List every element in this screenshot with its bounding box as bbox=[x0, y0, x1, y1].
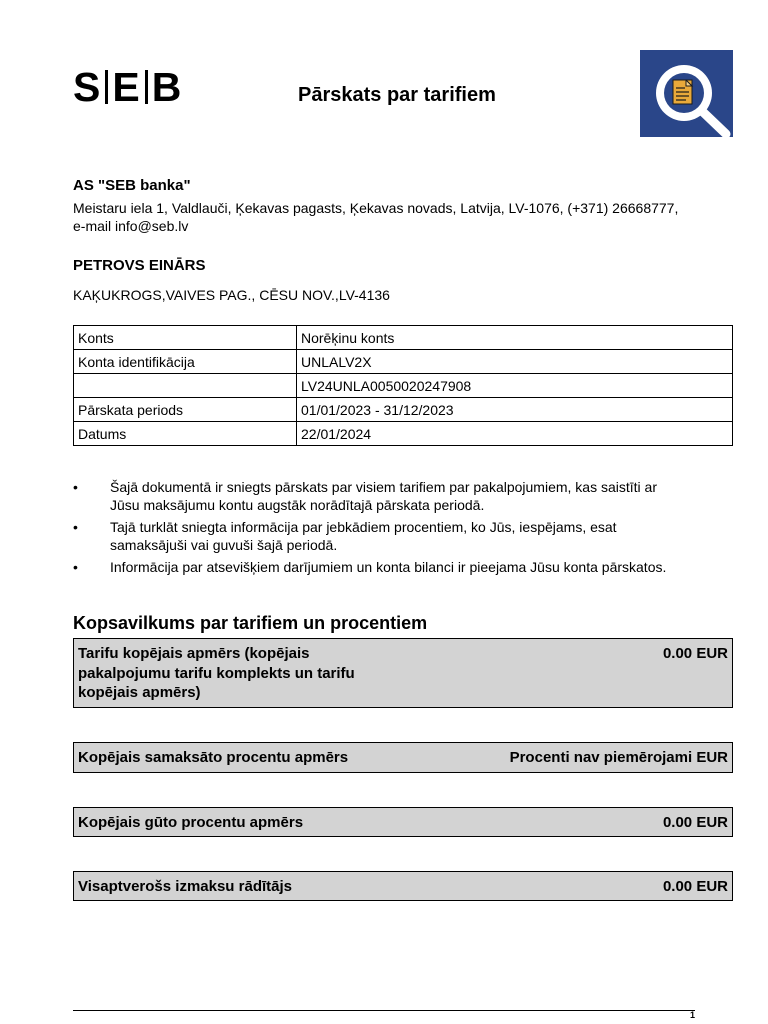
list-item-text: Informācija par atsevišķiem darījumiem un konta bilanci ir pieejama Jūsu konta pārskatos. bbox=[110, 559, 667, 575]
table-cell-label: Konta identifikācija bbox=[74, 350, 297, 374]
table-cell-value: LV24UNLA0050020247908 bbox=[297, 374, 733, 398]
table-cell-label: Konts bbox=[74, 326, 297, 350]
table-cell-value: UNLALV2X bbox=[297, 350, 733, 374]
table-row bbox=[74, 374, 733, 398]
bank-address: Meistaru iela 1, Valdlauči, Ķekavas pagasts, Ķekavas novads, Latvija, LV-1076, (+371) 26668777, bbox=[73, 200, 679, 216]
list-item bbox=[73, 478, 673, 514]
summary-row-cost-indicator bbox=[73, 871, 733, 901]
table-cell-value: 22/01/2024 bbox=[297, 422, 733, 446]
table-cell-label: Datums bbox=[74, 422, 297, 446]
summary-label: Kopējais samaksāto procentu apmērs bbox=[78, 749, 349, 766]
table-row bbox=[74, 350, 733, 374]
table-cell-label: Pārskata periods bbox=[74, 398, 297, 422]
bullet-mark: • bbox=[73, 519, 78, 535]
list-item-text: Tajā turklāt sniegta informācija par jebkādiem procentiem, ko Jūs, iespējams, esat samaksājuši vai guvuši šajā periodā. bbox=[110, 519, 617, 553]
account-info-table bbox=[73, 325, 733, 446]
summary-row-total-fees bbox=[73, 638, 733, 708]
summary-value: 0.00 EUR bbox=[662, 814, 728, 831]
footer-divider bbox=[73, 1010, 695, 1011]
summary-heading: Kopsavilkums par tarifiem un procentiem bbox=[73, 613, 428, 633]
logo-letter-s: S bbox=[73, 64, 102, 110]
summary-label-line: Tarifu kopējais apmērs (kopējais bbox=[78, 645, 310, 662]
summary-label-line: pakalpojumu tarifu komplekts un tarifu bbox=[78, 664, 355, 682]
list-item bbox=[73, 558, 673, 576]
seb-logo bbox=[73, 64, 183, 110]
info-bullet-list bbox=[73, 478, 673, 580]
bullet-mark: • bbox=[73, 479, 78, 495]
summary-row-paid-interest bbox=[73, 742, 733, 773]
summary-value: 0.00 EUR bbox=[662, 878, 728, 895]
table-cell-label bbox=[74, 374, 297, 398]
logo-separator bbox=[145, 70, 148, 104]
bullet-mark: • bbox=[73, 559, 78, 575]
summary-row-earned-interest bbox=[73, 807, 733, 837]
summary-label-line: kopējais apmērs) bbox=[78, 684, 201, 701]
table-cell-value: Norēķinu konts bbox=[297, 326, 733, 350]
document-search-icon bbox=[640, 50, 733, 137]
bank-name: AS "SEB banka" bbox=[73, 177, 191, 194]
summary-value: Procenti nav piemērojami EUR bbox=[509, 749, 728, 766]
list-item bbox=[73, 518, 673, 554]
client-address: KAĶUKROGS,VAIVES PAG., CĒSU NOV.,LV-4136 bbox=[73, 287, 390, 303]
page-number: 1 bbox=[690, 1010, 696, 1020]
table-row bbox=[74, 398, 733, 422]
table-cell-value: 01/01/2023 - 31/12/2023 bbox=[297, 398, 733, 422]
bank-address-block bbox=[73, 199, 713, 235]
table-row bbox=[74, 422, 733, 446]
table-row bbox=[74, 326, 733, 350]
summary-label bbox=[78, 644, 355, 703]
list-item-text: Šajā dokumentā ir sniegts pārskats par visiem tarifiem par pakalpojumiem, kas saistīti ar Jūsu maksājumu kontu augstāk norādītajā pārskata periodā. bbox=[110, 479, 657, 513]
logo-letter-b: B bbox=[151, 64, 183, 110]
logo-letter-e: E bbox=[112, 64, 141, 110]
page-title: Pārskats par tarifiem bbox=[298, 84, 496, 106]
summary-value: 0.00 EUR bbox=[662, 645, 728, 662]
bank-email: e-mail info@seb.lv bbox=[73, 218, 189, 234]
logo-separator bbox=[105, 70, 108, 104]
summary-label: Kopējais gūto procentu apmērs bbox=[78, 814, 304, 831]
client-name: PETROVS EINĀRS bbox=[73, 257, 206, 274]
summary-label: Visaptverošs izmaksu rādītājs bbox=[78, 878, 292, 895]
